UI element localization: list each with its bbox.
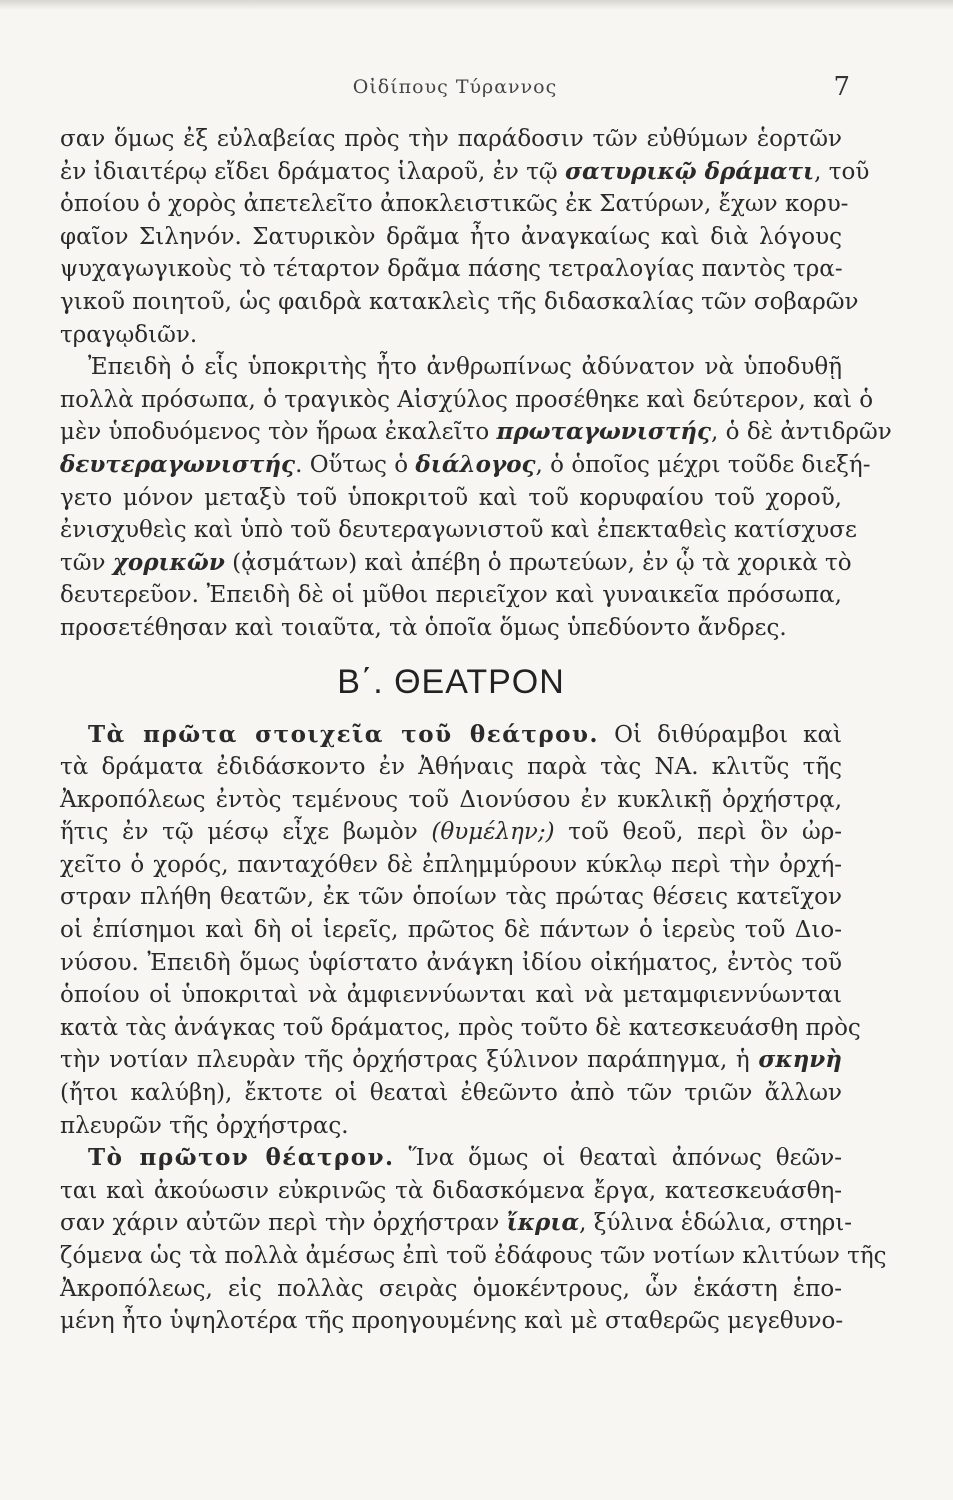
text-line: Ἀκροπόλεως ἐντὸς τεμένους τοῦ Διονύσου ἐν κυκλικῇ ὀρχήστρᾳ, [60,786,842,813]
page-number: 7 [833,72,850,102]
text-line: ἐνισχυθεὶς καὶ ὑπὸ τοῦ δευτεραγωνιστοῦ καὶ ἐπεκταθεὶς κατίσχυσε [60,517,857,544]
text-line: προσετέθησαν καὶ τοιαῦτα, τὰ ὁποῖα ὅμως ὑπεδύοντο ἄνδρες. [60,614,787,641]
text-line: μὲν ὑποδυόμενος τὸν ἥρωα ἐκαλεῖτο πρωταγωνιστής, ὁ δὲ ἀντιδρῶν [60,418,892,446]
text-line: τὴν νοτίαν πλευρὰν τῆς ὀρχήστρας ξύλινον παράπηγμα, ἡ σκηνὴ [60,1046,842,1074]
text-line: (ἤτοι καλύβη), ἔκτοτε οἱ θεαταὶ ἐθεῶντο ἀπὸ τῶν τριῶν ἄλλων [60,1080,842,1107]
subheading-run-in: Τὰ πρῶτα στοιχεῖα τοῦ θεάτρου. [88,720,599,748]
text-line: σαν χάριν αὐτῶν περὶ τὴν ὀρχήστραν ἴκρια, ξύλινα ἑδώλια, στηρι- [60,1209,853,1237]
text-line: ὁποίου ὁ χορὸς ἀπετελεῖτο ἀποκλειστικῶς ἐκ Σατύρων, ἔχων κορυ- [60,191,849,218]
subheading-run-in: Τὸ πρῶτον θέατρον. [88,1144,395,1172]
text-line: ἥτις ἐν τῷ μέσῳ εἶχε βωμὸν (θυμέλην;) τοῦ θεοῦ, περὶ ὃν ὠρ- [60,819,842,846]
text-line: τραγῳδιῶν. [60,321,198,348]
emphasis-term: σατυρικῷ δράματι [565,157,815,185]
emphasis-term: πρωταγωνιστής [496,418,712,446]
italic-term: (θυμέλην;) [431,819,555,846]
emphasis-term: σκηνὴ [758,1046,842,1074]
text-line: γικοῦ ποιητοῦ, ὡς φαιδρὰ κατακλεὶς τῆς διδασκαλίας τῶν σοβαρῶν [60,288,859,315]
text-line: κατὰ τὰς ἀνάγκας τοῦ δράματος, πρὸς τοῦτο δὲ κατεσκευάσθη πρὸς [60,1014,861,1041]
running-title: Οἰδίπους Τύραννος [352,76,558,98]
text-line: γετο μόνον μεταξὺ τοῦ ὑποκριτοῦ καὶ τοῦ κορυφαίου τοῦ χοροῦ, [60,484,842,511]
text-line: οἱ ἐπίσημοι καὶ δὴ οἱ ἱερεῖς, πρῶτος δὲ πάντων ὁ ἱερεὺς τοῦ Διο- [60,917,842,944]
page-header [60,72,850,108]
emphasis-term: ἴκρια [506,1209,580,1237]
page-body [60,123,892,1338]
section-heading: Β΄. ΘΕΑΤΡΟΝ [337,662,565,701]
text-line: Ἀκροπόλεως, εἰς πολλὰς σειρὰς ὁμοκέντρους, ὧν ἑκάστη ἑπο- [60,1275,842,1302]
scan-edge [0,0,953,10]
text-line: φαῖον Σιληνόν. Σατυρικὸν δρᾶμα ἦτο ἀναγκαίως καὶ διὰ λόγους [60,223,842,250]
text-line: μένη ἦτο ὑψηλοτέρα τῆς προηγουμένης καὶ μὲ σταθερῶς μεγεθυνο- [60,1308,844,1335]
text-line: ἐν ἰδιαιτέρῳ εἴδει δράματος ἱλαροῦ, ἐν τῷ σατυρικῷ δράματι, τοῦ [60,157,870,185]
emphasis-term: διάλογος [415,450,536,478]
text-line: σαν ὅμως ἐξ εὐλαβείας πρὸς τὴν παράδοσιν τῶν εὐθύμων ἑορτῶν [60,126,842,152]
text-line: νύσου. Ἐπειδὴ ὅμως ὑφίστατο ἀνάγκη ἰδίου οἰκήματος, ἐντὸς τοῦ [60,949,842,976]
text-line: Τὸ πρῶτον θέατρον. Ἵνα ὅμως οἱ θεαταὶ ἀπόνως θεῶν- [88,1144,842,1172]
emphasis-term: δευτεραγωνιστής [60,450,296,478]
text-line: δευτεραγωνιστής. Οὕτως ὁ διάλογος, ὁ ὁποῖος μέχρι τοῦδε διεξή- [60,450,871,478]
text-line: πλευρῶν τῆς ὀρχήστρας. [60,1112,349,1139]
text-line: δευτερεῦον. Ἐπειδὴ δὲ οἱ μῦθοι περιεῖχον καὶ γυναικεῖα πρόσωπα, [60,582,842,609]
text-line: Τὰ πρῶτα στοιχεῖα τοῦ θεάτρου. Οἱ διθύραμβοι καὶ [88,720,843,748]
text-line: τῶν χορικῶν (ᾀσμάτων) καὶ ἀπέβη ὁ πρωτεύων, ἐν ᾧ τὰ χορικὰ τὸ [60,548,852,576]
text-line: χεῖτο ὁ χορός, πανταχόθεν δὲ ἐπλημμύρουν κύκλῳ περὶ τὴν ὀρχή- [60,851,842,878]
text-line: Ἐπειδὴ ὁ εἷς ὑποκριτὴς ἦτο ἀνθρωπίνως ἀδύνατον νὰ ὑποδυθῇ [88,354,842,381]
text-line: τὰ δράματα ἐδιδάσκοντο ἐν Ἀθήναις παρὰ τὰς ΝΑ. κλιτῦς τῆς [60,754,842,781]
text-line: ται καὶ ἀκούωσιν εὐκρινῶς τὰ διδασκόμενα ἔργα, κατεσκευάσθη- [60,1177,842,1204]
text-line: ζόμενα ὡς τὰ πολλὰ ἀμέσως ἐπὶ τοῦ ἐδάφους τῶν νοτίων κλιτύων τῆς [60,1243,887,1269]
text-line: στραν πλήθη θεατῶν, ἐκ τῶν ὁποίων τὰς πρώτας θέσεις κατεῖχον [60,884,842,911]
text-line: πολλὰ πρόσωπα, ὁ τραγικὸς Αἰσχύλος προσέθηκε καὶ δεύτερον, καὶ ὁ [60,386,874,413]
text-line: ψυχαγωγικοὺς τὸ τέταρτον δρᾶμα πάσης τετραλογίας παντὸς τρα- [60,256,843,283]
text-line: ὁποίου οἱ ὑποκριταὶ νὰ ἀμφιεννύωνται καὶ νὰ μεταμφιεννύωνται [60,982,842,1009]
emphasis-term: χορικῶν [112,548,225,576]
